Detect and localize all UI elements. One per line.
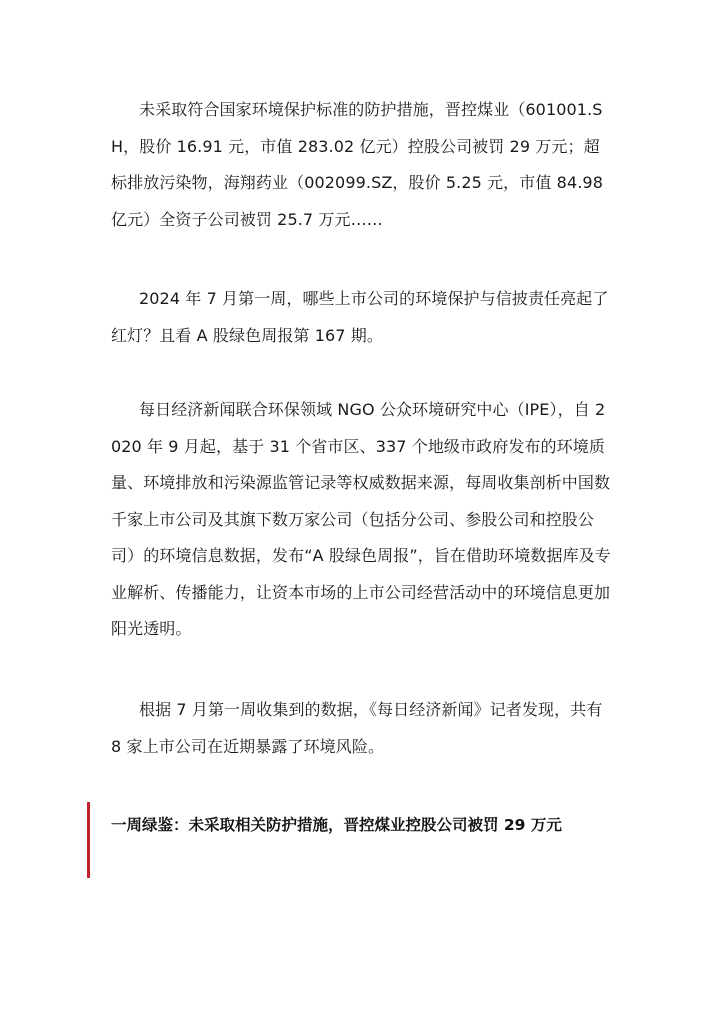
section-callout <box>87 802 627 878</box>
paragraph-weekly-intro: 2024 年 7 月第一周，哪些上市公司的环境保护与信披责任亮起了红灯？且看 A 股绿色周报第 167 期。 <box>111 289 609 345</box>
callout-accent-bar <box>87 802 90 878</box>
paragraph-report-background: 每日经济新闻联合环保领域 NGO 公众环境研究中心（IPE），自 2020 年 9 月起，基于 31 个省市区、337 个地级市政府发布的环境质量、环境排放和污染源监管记录等权威数据来源，每周收集剖析中国数千家上市公司及其旗下数万家公司（包括分公司、参股公司和控股公司）的环境信息数据，发布“A 股绿色周报”，旨在借助环境数据库及专业解析、传播能力，让资本市场的上市公司经营活动中的环境信息更加阳光透明。 <box>111 400 611 638</box>
paragraph-penalty-summary: 未采取符合国家环境保护标准的防护措施，晋控煤业（601001.SH，股价 16.91 元，市值 283.02 亿元）控股公司被罚 29 万元；超标排放污染物，海翔药业（002099.SZ，股价 5.25 元，市值 84.98 亿元）全资子公司被罚 25.7 万元…… <box>111 100 603 229</box>
paragraph-findings: 根据 7 月第一周收集到的数据，《每日经济新闻》记者发现，共有 8 家上市公司在近期暴露了环境风险。 <box>111 700 603 756</box>
section-heading: 一周绿鉴：未采取相关防护措施，晋控煤业控股公司被罚 29 万元 <box>111 816 562 834</box>
